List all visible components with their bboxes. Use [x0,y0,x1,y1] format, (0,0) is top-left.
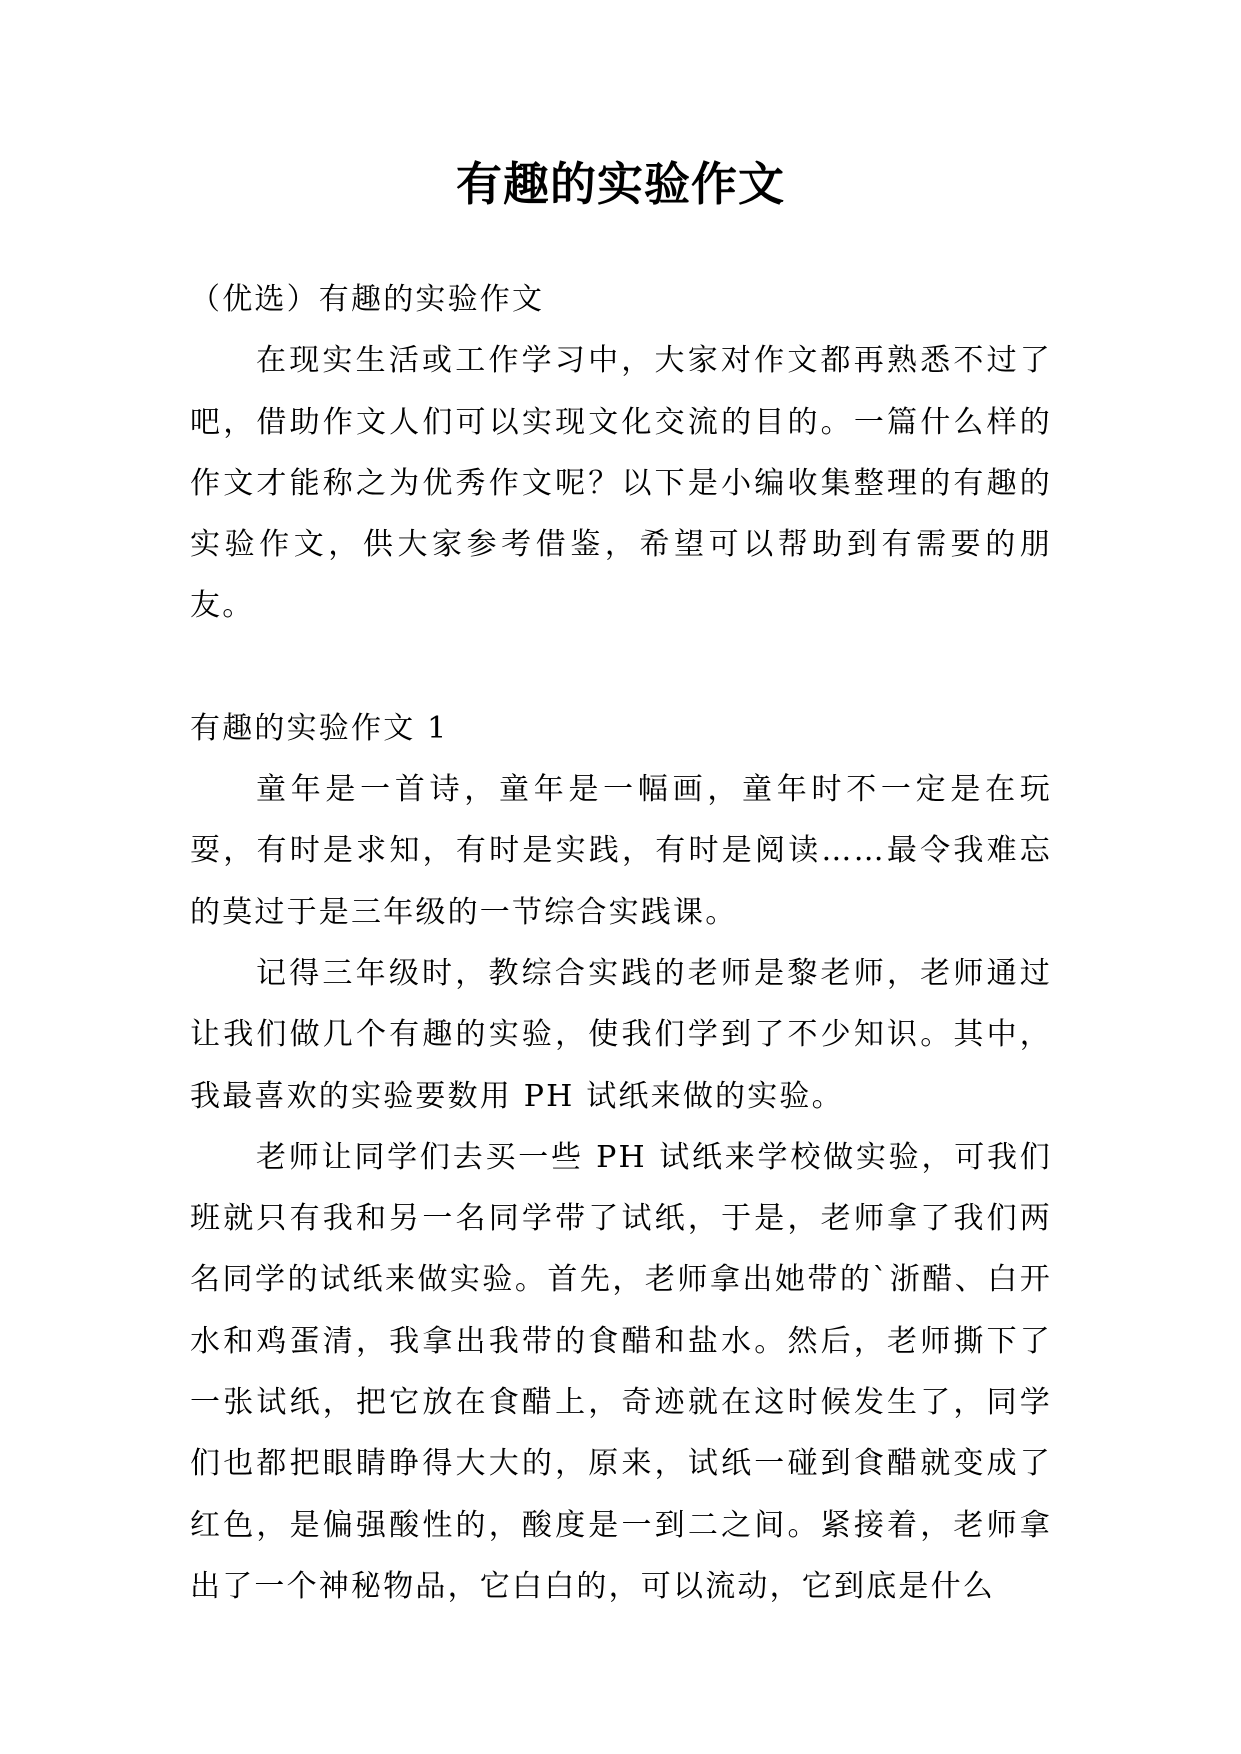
document-body [190,269,1052,1617]
intro-paragraph: 在现实生活或工作学习中，大家对作文都再熟悉不过了吧，借助作文人们可以实现文化交流的目的。一篇什么样的作文才能称之为优秀作文呢？以下是小编收集整理的有趣的实验作文，供大家参考借鉴，希望可以帮助到有需要的朋友。 [190,343,1052,624]
document-title: 有趣的实验作文 [456,157,785,211]
section-spacer [190,637,1052,698]
section-heading: 有趣的实验作文 1 [190,710,449,746]
body-paragraph-3: 老师让同学们去买一些 PH 试纸来学校做实验，可我们班就只有我和另一名同学带了试纸，于是，老师拿了我们两名同学的试纸来做实验。首先，老师拿出她带的`浙醋、白开水和鸡蛋清，我拿出我带的食醋和盐水。然后，老师撕下了一张试纸，把它放在食醋上，奇迹就在这时候发生了，同学们也都把眼睛睁得大大的，原来，试纸一碰到食醋就变成了红色，是偏强酸性的，酸度是一到二之间。紧接着，老师拿出了一个神秘物品，它白白的，可以流动，它到底是什么 [190,1139,1052,1604]
body-paragraph-1: 童年是一首诗，童年是一幅画，童年时不一定是在玩耍，有时是求知，有时是实践，有时是阅读……最令我难忘的莫过于是三年级的一节综合实践课。 [190,772,1052,930]
document-subtitle: （优选）有趣的实验作文 [190,282,545,317]
body-paragraph-2: 记得三年级时，教综合实践的老师是黎老师，老师通过让我们做几个有趣的实验，使我们学到了不少知识。其中，我最喜欢的实验要数用 PH 试纸来做的实验。 [190,955,1052,1114]
